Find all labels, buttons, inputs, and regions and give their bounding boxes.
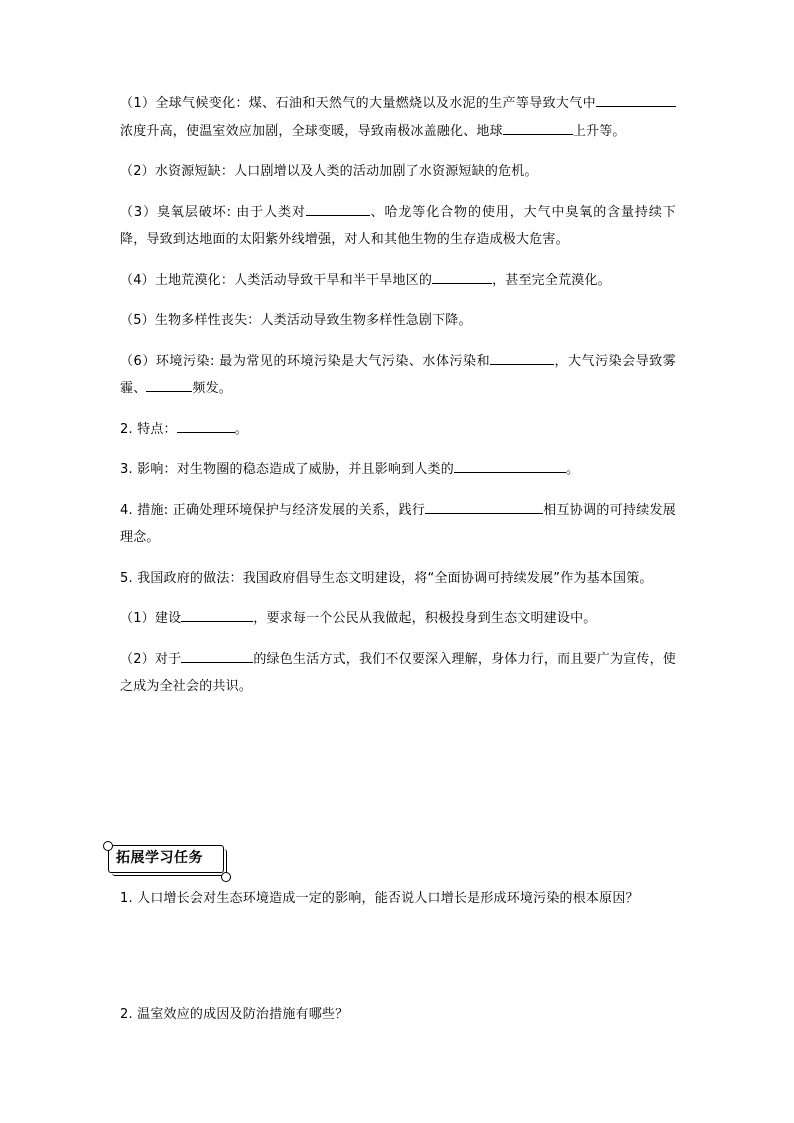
question-1: 1. 人口增长会对生态环境造成一定的影响，能否说人口增长是形成环境污染的根本原因？ xyxy=(120,891,639,906)
item-text: ，甚至完全荒漠化。 xyxy=(492,272,611,288)
item-text: 、哈龙等化合物的使用，大气中臭氧的含量持续下降，导致到达地面的太阳紫外线增强，对人和其他生物的生存造成极大危害。 xyxy=(120,204,676,247)
item-environmental-pollution xyxy=(120,348,676,403)
fill-blank[interactable] xyxy=(181,648,253,663)
scroll-curl-icon xyxy=(221,872,231,882)
item-text: （2）对于 xyxy=(120,651,182,667)
section-header xyxy=(108,845,228,877)
item-text: 的绿色生活方式，我们不仅要深入理解，身体力行，而且要广为宣传，使之成为全社会的共识。 xyxy=(120,651,676,694)
item-text: （4）土地荒漠化：人类活动导致干旱和半干旱地区的 xyxy=(120,272,433,288)
item-text: （5）生物多样性丧失：人类活动导致生物多样性急剧下降。 xyxy=(120,313,472,328)
fill-blank[interactable] xyxy=(146,377,192,392)
fill-blank[interactable] xyxy=(306,201,370,216)
item-text: 3. 影响：对生物圈的稳态造成了威胁，并且影响到人类的 xyxy=(120,462,454,477)
item-government-approach xyxy=(120,565,676,593)
fill-blank[interactable] xyxy=(490,350,554,365)
item-text: ，大气污染会导致雾霾、 xyxy=(120,353,676,396)
item-text: 频发。 xyxy=(192,381,233,396)
fill-blank[interactable] xyxy=(177,418,235,433)
item-impact xyxy=(120,456,676,484)
worksheet-body xyxy=(120,90,676,714)
item-text: （3）臭氧层破坏: 由于人类对 xyxy=(120,204,306,220)
item-biodiversity-loss xyxy=(120,307,676,335)
item-water-shortage xyxy=(120,158,676,186)
fill-blank[interactable] xyxy=(503,120,573,135)
fill-blank[interactable] xyxy=(425,499,543,514)
item-text: 。 xyxy=(234,421,248,437)
item-text: ，要求每一个公民从我做起，积极投身到生态文明建设中。 xyxy=(253,611,597,626)
item-desertification xyxy=(120,267,676,295)
item-text: 。 xyxy=(565,462,580,477)
item-build xyxy=(120,605,676,633)
item-text: 5. 我国政府的做法：我国政府倡导生态文明建设，将“全面协调可持续发展”作为基本国策。 xyxy=(120,570,653,586)
question-2: 2. 温室效应的成因及防治措施有哪些？ xyxy=(120,1007,349,1022)
scroll-curl-icon xyxy=(103,841,113,851)
item-text: 4. 措施: 正确处理环境保护与经济发展的关系，践行 xyxy=(120,502,426,518)
item-text: （1）全球气候变化：煤、石油和天然气的大量燃烧以及水泥的生产等导致大气中 xyxy=(120,96,596,111)
fill-blank[interactable] xyxy=(181,607,253,622)
fill-blank[interactable] xyxy=(432,269,492,284)
item-green-lifestyle xyxy=(120,646,676,701)
item-text: 上升等。 xyxy=(572,123,626,139)
fill-blank[interactable] xyxy=(596,92,676,107)
item-text: （6）环境污染: 最为常见的环境污染是大气污染、水体污染和 xyxy=(120,353,491,369)
item-text: 相互协调的可持续发展理念。 xyxy=(120,502,676,545)
item-characteristics xyxy=(120,416,676,444)
item-text: 2. 特点： xyxy=(120,421,177,437)
item-global-climate-change xyxy=(120,90,676,145)
fill-blank[interactable] xyxy=(454,458,566,473)
item-measures xyxy=(120,497,676,552)
item-ozone-depletion xyxy=(120,199,676,254)
item-text: （2）水资源短缺：人口剧增以及人类的活动加剧了水资源短缺的危机。 xyxy=(120,164,538,179)
item-text: （1）建设 xyxy=(120,611,182,626)
item-text: 浓度升高，使温室效应加剧，全球变暖，导致南极冰盖融化、地球 xyxy=(120,123,503,139)
section-title: 拓展学习任务 xyxy=(116,850,203,866)
